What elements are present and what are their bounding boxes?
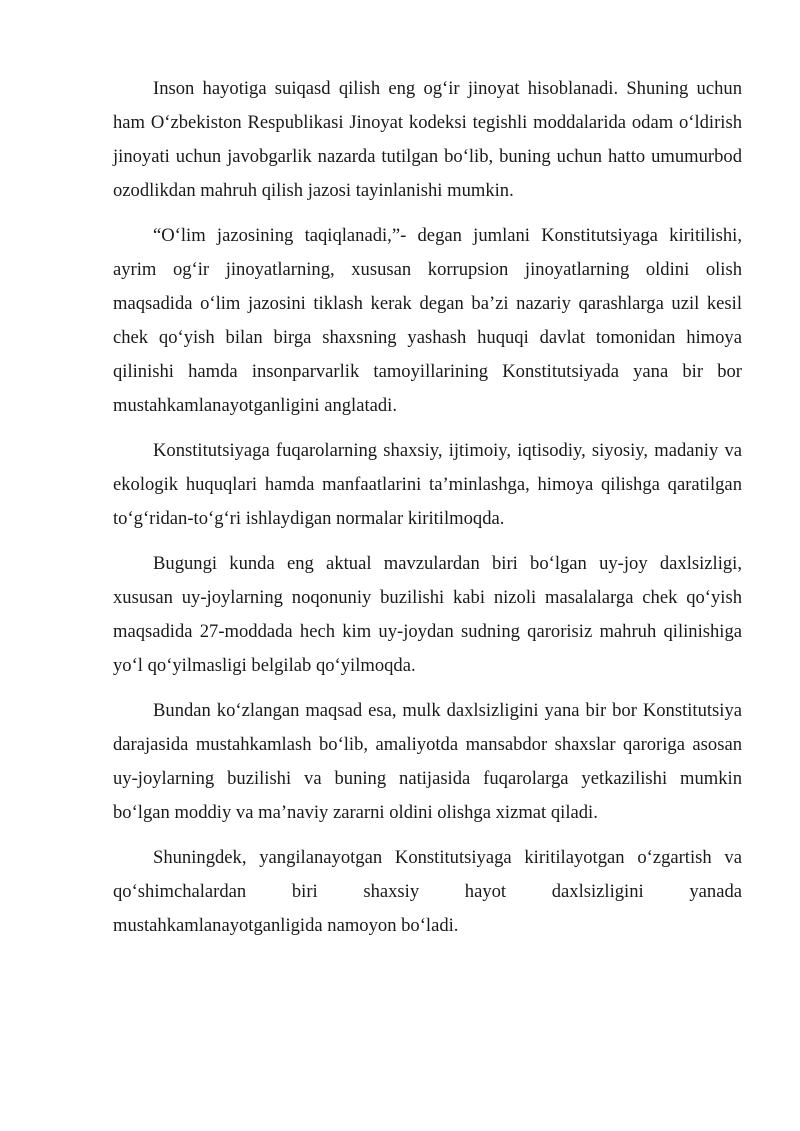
paragraph-2: “O‘lim jazosining taqiqlanadi,”- degan jumlani Konstitutsiyaga kiritilishi, ayrim og‘ir jinoyatlarning, xususan korrupsion jinoyatlarning oldini olish maqsadida o‘lim jazosini tiklash kerak degan ba’zi nazariy qarashlarga uzil kesil chek qo‘yish bilan birga shaxsning yashash huquqi davlat tomonidan himoya qilinishi hamda insonparvarlik tamoyillarining Konstitutsiyada yana bir bor mustahkamlanayotganligini anglatadi.	[113, 225, 742, 416]
paragraph-6: Shuningdek, yangilanayotgan Konstitutsiyaga kiritilayotgan o‘zgartish va qo‘shimchalardan biri shaxsiy hayot daxlsizligini yanada mustahkamlanayotganligida namoyon bo‘ladi.	[113, 847, 742, 936]
document-body	[113, 72, 742, 943]
paragraph-1: Inson hayotiga suiqasd qilish eng og‘ir jinoyat hisoblanadi. Shuning uchun ham O‘zbekiston Respublikasi Jinoyat kodeksi tegishli moddalarida odam o‘ldirish jinoyati uchun javobgarlik nazarda tutilgan bo‘lib, buning uchun hatto umumurbod ozodlikdan mahruh qilish jazosi tayinlanishi mumkin.	[113, 78, 742, 201]
paragraph-5: Bundan ko‘zlangan maqsad esa, mulk daxlsizligini yana bir bor Konstitutsiya darajasida mustahkamlash bo‘lib, amaliyotda mansabdor shaxslar qaroriga asosan uy-joylarning buzilishi va buning natijasida fuqarolarga yetkazilishi mumkin bo‘lgan moddiy va ma’naviy zararni oldini olishga xizmat qiladi.	[113, 700, 742, 823]
paragraph-4: Bugungi kunda eng aktual mavzulardan biri bo‘lgan uy-joy daxlsizligi, xususan uy-joylarning noqonuniy buzilishi kabi nizoli masalalarga chek qo‘yish maqsadida 27-moddada hech kim uy-joydan sudning qarorisiz mahruh qilinishiga yo‘l qo‘yilmasligi belgilab qo‘yilmoqda.	[113, 553, 742, 676]
paragraph-3: Konstitutsiyaga fuqarolarning shaxsiy, ijtimoiy, iqtisodiy, siyosiy, madaniy va ekologik huquqlari hamda manfaatlarini ta’minlashga, himoya qilishga qaratilgan to‘g‘ridan-to‘g‘ri ishlaydigan normalar kiritilmoqda.	[113, 440, 742, 529]
